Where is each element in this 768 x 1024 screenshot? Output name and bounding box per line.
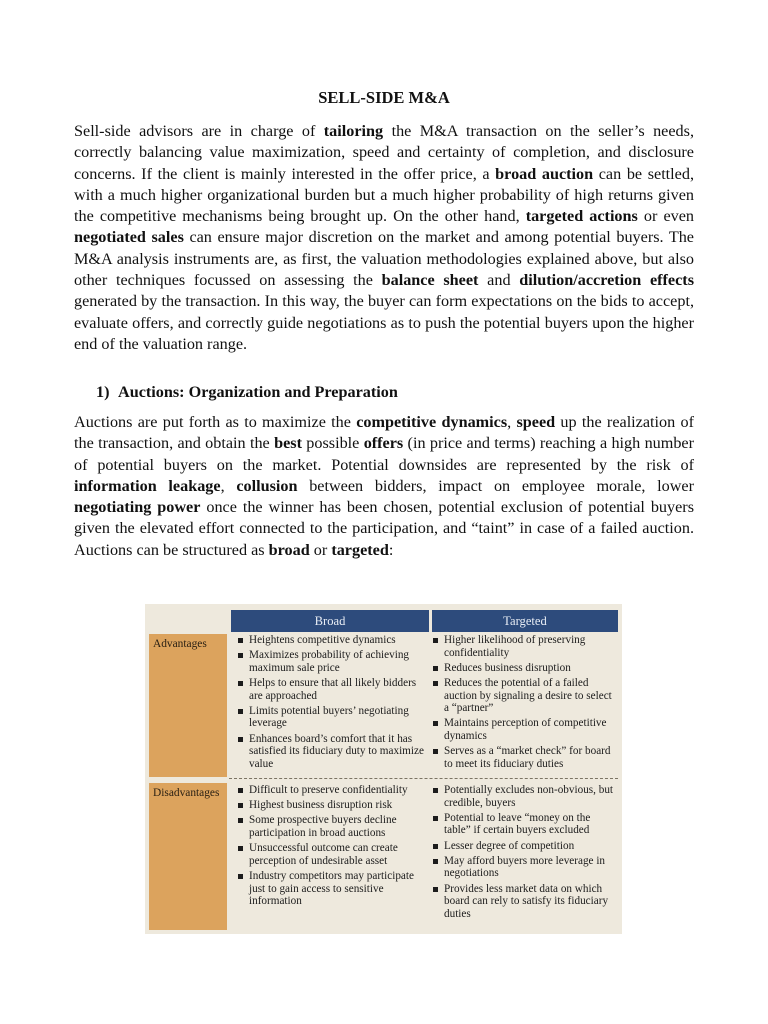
bold-term: negotiating power [74,498,201,517]
bold-term: negotiated sales [74,228,184,247]
text-run: (in price and terms) reaching a high number of potential buyers on the market. Potential downsides are represented by the risk of [74,434,695,474]
table-bullet-item: Reduces business disruption [430,662,618,675]
table-bullet-item: May afford buyers more leverage in negotiations [430,855,618,880]
table-bullet-item: Industry competitors may participate just to gain access to sensitive information [235,870,425,908]
text-run: possible [301,434,364,453]
broad-vs-targeted-table [145,604,622,934]
text-run: : [388,540,394,559]
text-run: , [507,413,517,431]
intro-paragraph [74,121,694,355]
table-bullet-item: Higher likelihood of preserving confidentiality [430,634,618,659]
text-run: generated by the transaction. In this way, the buyer can form expectations on the bids to accept, evaluate offers, and correctly guide negotiations as to push the potential buyers upon the higher end of the valuation range. [74,292,694,353]
bold-term: targeted actions [525,207,638,226]
page-title: SELL-SIDE M&A [318,88,450,107]
row-divider [229,778,618,779]
bold-term: targeted [331,540,389,559]
bold-term: tailoring [323,122,384,140]
table-bullet-item: Enhances board’s comfort that it has satisfied its fiduciary duty to maximize value [235,733,425,771]
advantages-broad-list [235,634,425,773]
text-run: up the realization of the transaction, and obtain the [74,413,694,453]
row-label-disadvantages: Disadvantages [149,783,227,930]
table-bullet-item: Reduces the potential of a failed auction by signaling a desire to select a “partner” [430,677,618,715]
advantages-targeted-list [430,634,618,773]
table-bullet-item: Difficult to preserve confidentiality [235,784,425,797]
bold-term: speed [516,413,556,431]
section-heading-text: Auctions: Organization and Preparation [118,383,398,401]
table-bullet-item: Highest business disruption risk [235,799,425,812]
table-bullet-item: Some prospective buyers decline participation in broad auctions [235,814,425,839]
bold-term: best [274,434,302,453]
table-bullet-item: Helps to ensure that all likely bidders are approached [235,677,425,702]
table-bullet-item: Heightens competitive dynamics [235,634,425,647]
bold-term: broad auction [495,164,594,183]
disadvantages-targeted-list [430,784,618,923]
bold-term: competitive dynamics [356,413,508,431]
table-bullet-item: Maximizes probability of achieving maximum sale price [235,649,425,674]
text-run: once the winner has been chosen, potential exclusion of potential buyers given the elevated effort connected to the participation, and “taint” in case of a failed auction. Auctions can be structured as [74,498,694,559]
table-bullet-item: Potential to leave “money on the table” if certain buyers excluded [430,812,618,837]
table-bullet-item: Provides less market data on which board can rely to satisfy its fiduciary duties [430,883,618,921]
column-header-targeted: Targeted [432,610,618,632]
text-run: the M&A transaction on the seller’s needs, correctly balancing value maximization, speed and certainty of completion, and disclosure concerns. If the client is mainly interested in the offer price, a [74,122,694,183]
text-run: or even [637,207,695,226]
section-number: 1) [96,383,110,401]
text-run: between bidders, impact on employee morale, lower [297,476,694,495]
text-run: , [220,476,237,495]
text-run: can ensure major discretion on the market and among potential buyers. The M&A analysis instruments are, as first, the valuation methodologies explained above, but also other techniques focussed on assessing the [74,228,694,290]
auctions-paragraph [74,412,694,561]
bold-term: information leakage [74,476,221,495]
table-bullet-item: Maintains perception of competitive dynamics [430,717,618,742]
table-bullet-item: Lesser degree of competition [430,840,618,853]
table-bullet-item: Limits potential buyers’ negotiating leverage [235,705,425,730]
row-label-advantages: Advantages [149,634,227,777]
table-bullet-item: Serves as a “market check” for board to meet its fiduciary duties [430,745,618,770]
table-bullet-item: Potentially excludes non-obvious, but credible, buyers [430,784,618,809]
text-run: or [309,540,332,559]
text-run: Auctions are put forth as to maximize the [74,413,357,431]
disadvantages-broad-list [235,784,425,910]
text-run: and [478,271,520,290]
bold-term: offers [363,434,404,453]
text-run: can be settled, with a much higher organizational burden but a much higher probability of high returns given the competitive mechanisms being brought up. On the other hand, [74,164,695,226]
bold-term: balance sheet [381,271,479,290]
column-header-broad: Broad [231,610,429,632]
bold-term: broad [268,540,310,559]
bold-term: dilution/accretion effects [519,271,694,290]
bold-term: collusion [236,476,298,495]
text-run: Sell-side advisors are in charge of [74,122,324,140]
table-bullet-item: Unsuccessful outcome can create perception of undesirable asset [235,842,425,867]
section-heading [96,383,398,402]
